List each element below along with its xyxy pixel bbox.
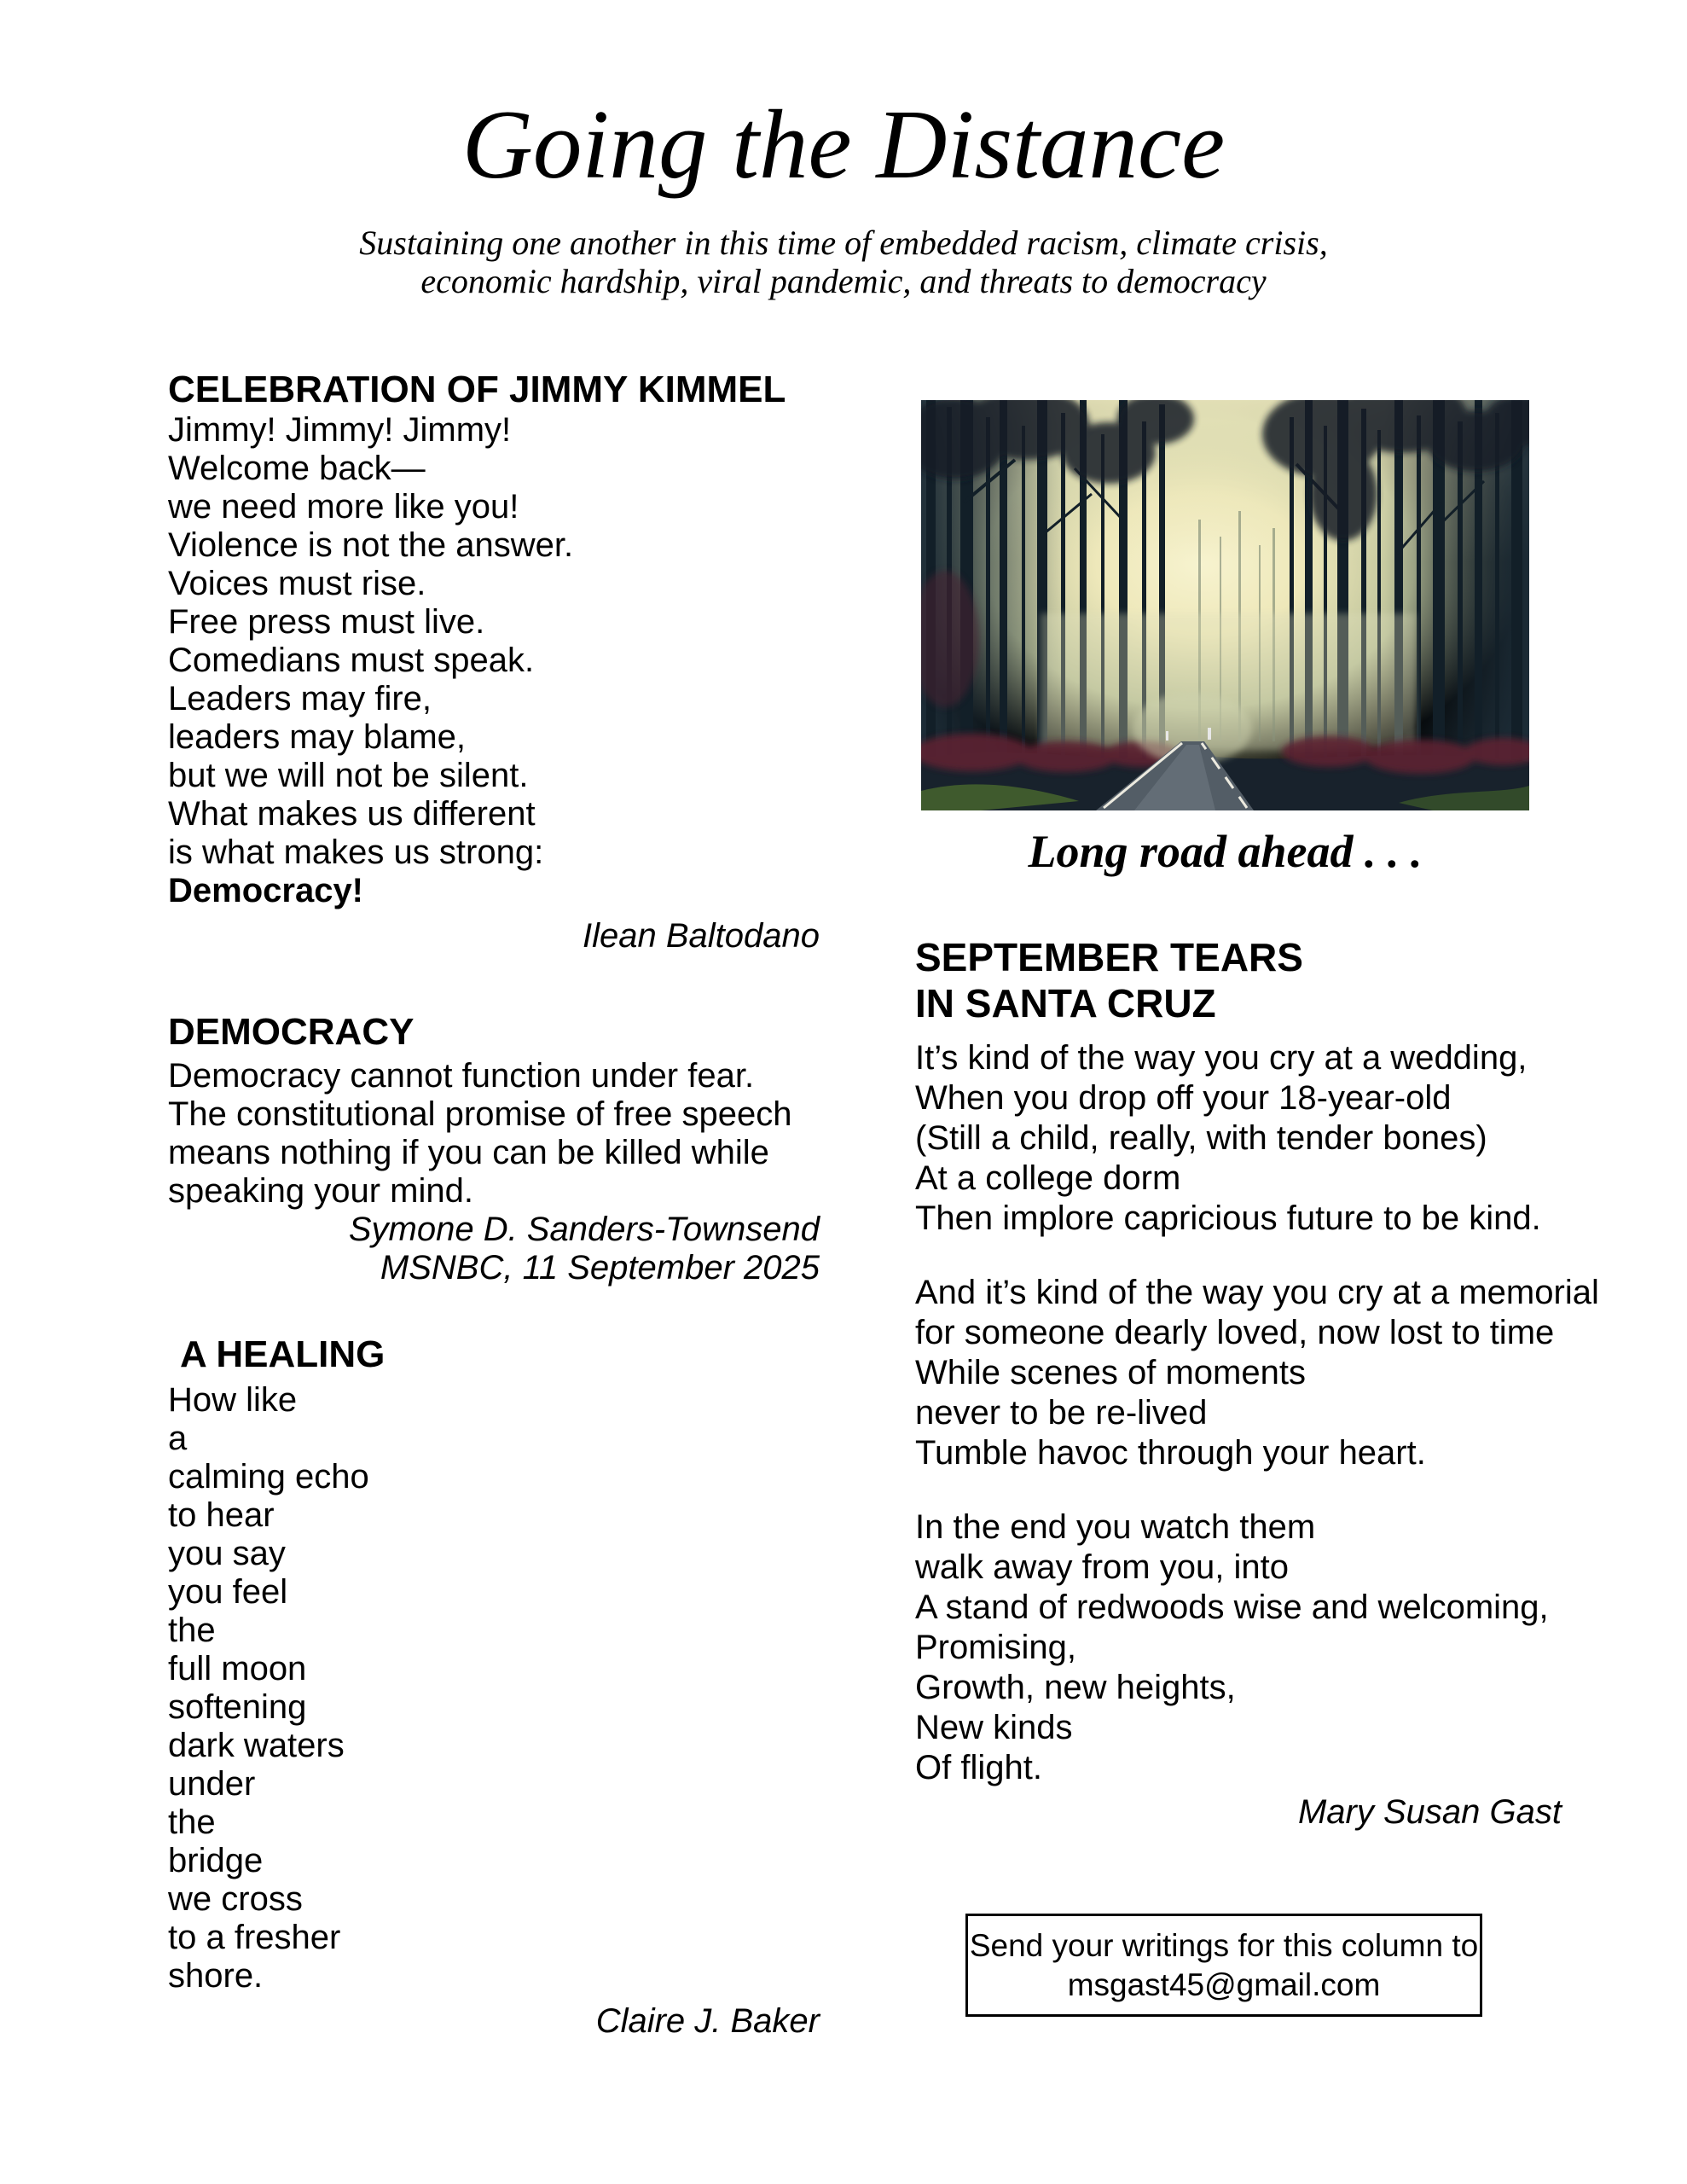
author-attribution: Mary Susan Gast (1297, 1793, 1562, 1831)
subtitle-line: Sustaining one another in this time of embedded racism, climate crisis, (359, 224, 1328, 262)
poem-line: A stand of redwoods wise and welcoming, (915, 1589, 1549, 1626)
poem-line: Voices must rise. (168, 565, 426, 602)
section-heading-line: IN SANTA CRUZ (915, 981, 1216, 1025)
poem-body (168, 1381, 842, 1995)
poem-line: the (168, 1612, 216, 1649)
poem-line: calming echo (168, 1458, 369, 1496)
poem-line: for someone dearly loved, now lost to time (915, 1314, 1555, 1351)
section-heading: A HEALING (180, 1333, 386, 1375)
section-celebration-of-jimmy-kimmel (168, 369, 842, 956)
poem-line: Then implore capricious future to be kind. (915, 1199, 1541, 1237)
poem-line: the (168, 1804, 216, 1841)
poem-line: to a fresher (168, 1919, 341, 1956)
poem-line: Promising, (915, 1629, 1076, 1666)
poem-line: Violence is not the answer. (168, 526, 574, 564)
author-attribution: Symone D. Sanders-Townsend (348, 1211, 820, 1248)
poem-line: It’s kind of the way you cry at a wedding, (915, 1039, 1528, 1077)
poem-line: never to be re-lived (915, 1394, 1208, 1432)
poem-line: New kinds (915, 1709, 1073, 1746)
section-heading: CELEBRATION OF JIMMY KIMMEL (168, 369, 786, 410)
section-heading-line: SEPTEMBER TEARS (915, 935, 1303, 979)
forest-road-photo (921, 400, 1529, 810)
poem-line: dark waters (168, 1727, 345, 1764)
poem-line: means nothing if you can be killed while (168, 1134, 769, 1171)
poem-line: In the end you watch them (915, 1508, 1316, 1546)
poem-line: And it’s kind of the way you cry at a memorial (915, 1274, 1599, 1311)
poem-line: full moon (168, 1650, 307, 1687)
poem-line: we need more like you! (168, 488, 519, 526)
section-heading: DEMOCRACY (168, 1011, 415, 1053)
poem-line: speaking your mind. (168, 1172, 473, 1210)
poem-line: you feel (168, 1573, 288, 1611)
quote-body (168, 1057, 842, 1211)
forest-road-illustration (921, 400, 1529, 810)
source-attribution: MSNBC, 11 September 2025 (380, 1249, 820, 1287)
author-attribution: Claire J. Baker (595, 2002, 820, 2040)
poem-line: to hear (168, 1496, 275, 1534)
poem-stanza (915, 1507, 1623, 1788)
poem-line: Leaders may fire, (168, 680, 432, 717)
photo-caption: Long road ahead . . . (1028, 826, 1423, 877)
poem-line: walk away from you, into (915, 1548, 1289, 1586)
poem-line: How like (168, 1381, 298, 1419)
poem-line: we cross (168, 1880, 303, 1918)
poem-line: a (168, 1420, 188, 1457)
poem-line: While scenes of moments (915, 1354, 1306, 1391)
poem-line: but we will not be silent. (168, 757, 529, 794)
section-september-tears (915, 934, 1623, 1832)
poem-line: under (168, 1765, 256, 1803)
poem-stanza (915, 1038, 1623, 1239)
subtitle-line: economic hardship, viral pandemic, and threats to democracy (420, 262, 1267, 300)
poem-line: Tumble havoc through your heart. (915, 1434, 1426, 1472)
poem-line: Jimmy! Jimmy! Jimmy! (168, 411, 512, 449)
poem-line: Free press must live. (168, 603, 485, 641)
poem-line: What makes us different (168, 795, 536, 833)
poem-line: leaders may blame, (168, 718, 467, 756)
submission-email: msgast45@gmail.com (1067, 1966, 1381, 2002)
poem-line: you say (168, 1535, 286, 1572)
poem-line: shore. (168, 1957, 264, 1995)
poem-line: The constitutional promise of free speech (168, 1095, 792, 1133)
poem-line: Comedians must speak. (168, 642, 535, 679)
submission-callout-box (965, 1914, 1482, 2017)
page-subtitle (0, 224, 1687, 300)
poem-body (168, 411, 842, 872)
section-a-healing (168, 1333, 842, 2041)
author-attribution: Ilean Baltodano (582, 917, 820, 955)
poem-line: When you drop off your 18-year-old (915, 1079, 1452, 1117)
poem-line: is what makes us strong: (168, 834, 544, 871)
poem-line: At a college dorm (915, 1159, 1181, 1197)
poem-line: softening (168, 1688, 307, 1726)
poem-line: bridge (168, 1842, 264, 1879)
poem-line: Of flight. (915, 1749, 1042, 1786)
poem-line: (Still a child, really, with tender bones) (915, 1119, 1487, 1157)
poem-line: Welcome back— (168, 450, 426, 487)
poem-stanza (915, 1273, 1623, 1473)
poem-line: Democracy cannot function under fear. (168, 1057, 755, 1095)
page-title: Going the Distance (461, 90, 1226, 199)
section-democracy (168, 1011, 842, 1287)
poem-line-emphasis: Democracy! (168, 872, 364, 909)
poem-line: Growth, new heights, (915, 1669, 1236, 1706)
submission-instructions: Send your writings for this column to (969, 1927, 1479, 1963)
